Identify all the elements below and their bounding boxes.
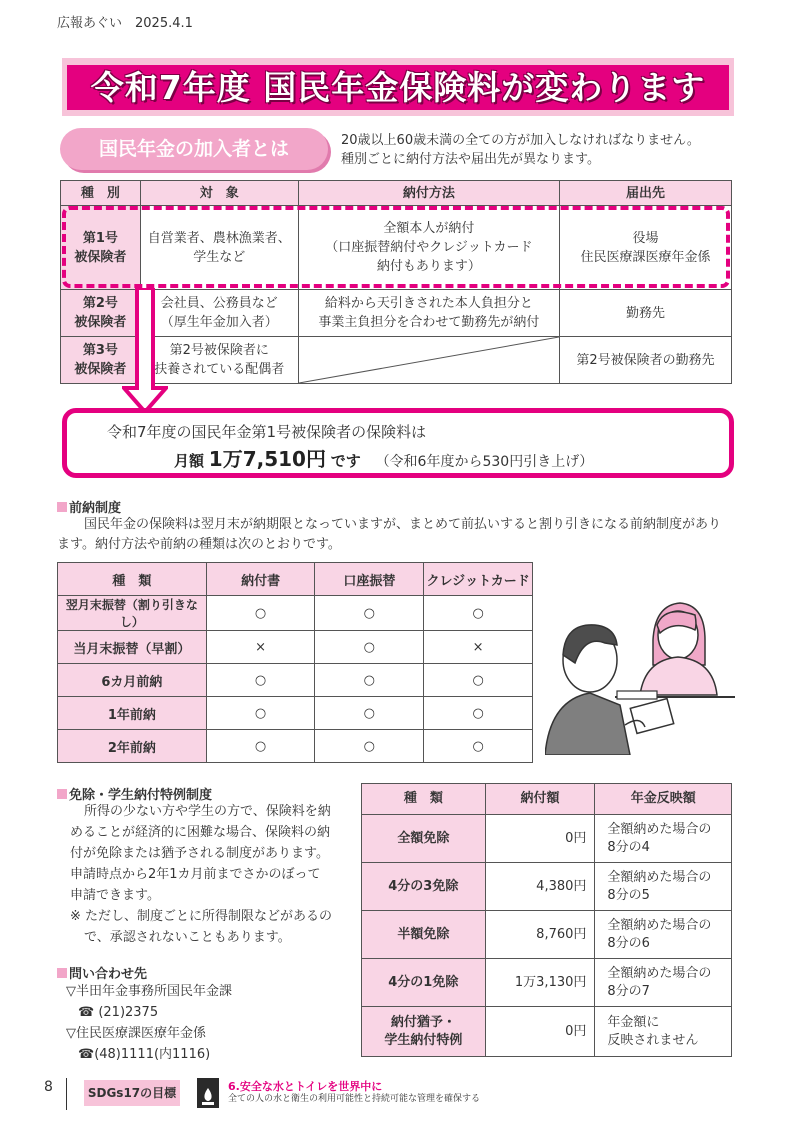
- row1-dest: 役場 住民医療課医療年金係: [559, 206, 731, 290]
- prepay-cell: ○: [206, 596, 315, 631]
- prepay-table: [57, 562, 533, 763]
- prepay-cell: ○: [315, 697, 424, 730]
- intro-line-2: 種別ごとに納付方法や届出先が異なります。: [341, 152, 600, 167]
- exemption-reflect: 全額納めた場合の 8分の7: [595, 959, 732, 1007]
- section-pill-label: 国民年金の加入者とは: [98, 138, 289, 160]
- page-title: 令和7年度 国民年金保険料が変わります: [90, 68, 706, 107]
- diagonal-line: [299, 337, 559, 383]
- contact-block: [66, 981, 232, 1065]
- prepay-cell: ○: [206, 730, 315, 763]
- fee-suffix: です: [330, 452, 361, 470]
- fee-line-1: 令和7年度の国民年金第1号被保険者の保険料は: [107, 423, 427, 441]
- row2-type: 第2号 被保険者: [61, 290, 141, 337]
- exemption-amount: 1万3,130円: [485, 959, 595, 1007]
- square-bullet-icon: [57, 789, 67, 799]
- exemption-row-label: 全額免除: [362, 815, 486, 863]
- row3-method-empty: [298, 337, 559, 384]
- contact-org-1: ▽半田年金事務所国民年金課: [66, 984, 232, 999]
- col-dest: 届出先: [559, 181, 731, 206]
- page-number: 8: [44, 1079, 53, 1095]
- fee-amount: 1万7,510円: [208, 447, 326, 471]
- highlight-dashed-frame: [62, 206, 730, 288]
- prepay-col-slip: 納付書: [206, 563, 315, 596]
- prepay-cell: ○: [315, 730, 424, 763]
- exemption-amount: 4,380円: [485, 863, 595, 911]
- exemption-row-label: 4分の1免除: [362, 959, 486, 1007]
- contact-tel-1: ☎ (21)2375: [78, 1005, 159, 1020]
- header-text: 広報あぐい 2025.4.1: [57, 16, 193, 31]
- exemption-col-amount: 納付額: [485, 784, 595, 815]
- prepay-cell: ○: [206, 664, 315, 697]
- square-bullet-icon: [57, 502, 67, 512]
- exemption-row-label: 半額免除: [362, 911, 486, 959]
- down-arrow-icon: [122, 288, 168, 414]
- consultation-illustration: [545, 585, 735, 755]
- fee-prefix: 月額: [174, 452, 205, 470]
- prepay-cell: ○: [424, 730, 533, 763]
- exemption-text: 所得の少ない方や学生の方で、保険料を納 めることが経済的に困難な場合、保険料の納 付が免除または猶予される制度があります。 申請時点から2年1カ月前までさかのぼって 申請できます。 ※ ただし、制度ごとに所得制限などがあるの で、承認されないこともあります。: [70, 804, 333, 945]
- exemption-row-label: 納付猶予・ 学生納付特例: [362, 1007, 486, 1057]
- square-bullet-icon: [57, 968, 67, 978]
- exemption-table: [361, 783, 732, 1057]
- contact-heading: 問い合わせ先: [57, 963, 147, 982]
- footer-divider: [66, 1078, 67, 1110]
- row1-type: 第1号 被保険者: [61, 206, 141, 290]
- prepay-col-credit: クレジットカード: [424, 563, 533, 596]
- row2-method: 給料から天引きされた本人負担分と 事業主負担分を合わせて勤務先が納付: [298, 290, 559, 337]
- row1-target: 自営業者、農林漁業者、 学生など: [140, 206, 298, 290]
- col-target: 対 象: [140, 181, 298, 206]
- prepay-col-type: 種 類: [58, 563, 207, 596]
- prepay-cell: ○: [315, 631, 424, 664]
- row3-dest: 第2号被保険者の勤務先: [559, 337, 731, 384]
- prepay-cell: ○: [424, 664, 533, 697]
- exemption-heading: 免除・学生納付特例制度: [57, 784, 212, 803]
- prepay-text: 国民年金の保険料は翌月末が納期限となっていますが、まとめて前払いすると割り引きになる前納制度があり ます。納付方法や前納の種類は次のとおりです。: [57, 517, 722, 552]
- prepay-cell: ×: [206, 631, 315, 664]
- fee-line-2: [174, 443, 593, 472]
- prepay-cell: ×: [424, 631, 533, 664]
- contact-tel-2: ☎(48)1111(内1116): [78, 1047, 211, 1062]
- exemption-amount: 8,760円: [485, 911, 595, 959]
- prepay-row-label: 2年前納: [58, 730, 207, 763]
- prepay-cell: ○: [315, 664, 424, 697]
- intro-line-1: 20歳以上60歳未満の全ての方が加入しなければなりません。: [341, 133, 700, 148]
- prepay-row-label: 当月末振替（早割）: [58, 631, 207, 664]
- row1-method: 全額本人が納付 （口座振替納付やクレジットカード 納付もあります）: [298, 206, 559, 290]
- exemption-reflect: 全額納めた場合の 8分の5: [595, 863, 732, 911]
- contact-org-2: ▽住民医療課医療年金係: [66, 1026, 206, 1041]
- prepay-row-label: 6カ月前納: [58, 664, 207, 697]
- col-method: 納付方法: [298, 181, 559, 206]
- exemption-reflect: 全額納めた場合の 8分の6: [595, 911, 732, 959]
- prepay-row-label: 翌月末振替（割り引きなし）: [58, 596, 207, 631]
- prepay-cell: ○: [315, 596, 424, 631]
- prepay-heading: 前納制度: [57, 497, 121, 516]
- row2-target: 会社員、公務員など （厚生年金加入者）: [140, 290, 298, 337]
- exemption-row-label: 4分の3免除: [362, 863, 486, 911]
- sdg-goal-title: 6.安全な水とトイレを世界中に: [228, 1080, 383, 1093]
- exemption-reflect: 年金額に 反映されません: [595, 1007, 732, 1057]
- prepay-row-label: 1年前納: [58, 697, 207, 730]
- exemption-col-reflect: 年金反映額: [595, 784, 732, 815]
- exemption-amount: 0円: [485, 1007, 595, 1057]
- intro-text: [341, 131, 700, 169]
- prepay-col-account: 口座振替: [315, 563, 424, 596]
- prepay-cell: ○: [424, 697, 533, 730]
- exemption-reflect: 全額納めた場合の 8分の4: [595, 815, 732, 863]
- row3-type: 第3号 被保険者: [61, 337, 141, 384]
- sdg-goal-6-icon: [197, 1078, 219, 1108]
- exemption-amount: 0円: [485, 815, 595, 863]
- col-type: 種 別: [61, 181, 141, 206]
- fee-note: （令和6年度から530円引き上げ）: [375, 454, 594, 470]
- sdgs-badge: SDGs17の目標: [84, 1080, 180, 1106]
- exemption-col-type: 種 類: [362, 784, 486, 815]
- prepay-cell: ○: [206, 697, 315, 730]
- prepay-cell: ○: [424, 596, 533, 631]
- sdg-goal-subtitle: 全ての人の水と衛生の利用可能性と持続可能な管理を確保する: [228, 1094, 481, 1104]
- row2-dest: 勤務先: [559, 290, 731, 337]
- row3-target: 第2号被保険者に 扶養されている配偶者: [140, 337, 298, 384]
